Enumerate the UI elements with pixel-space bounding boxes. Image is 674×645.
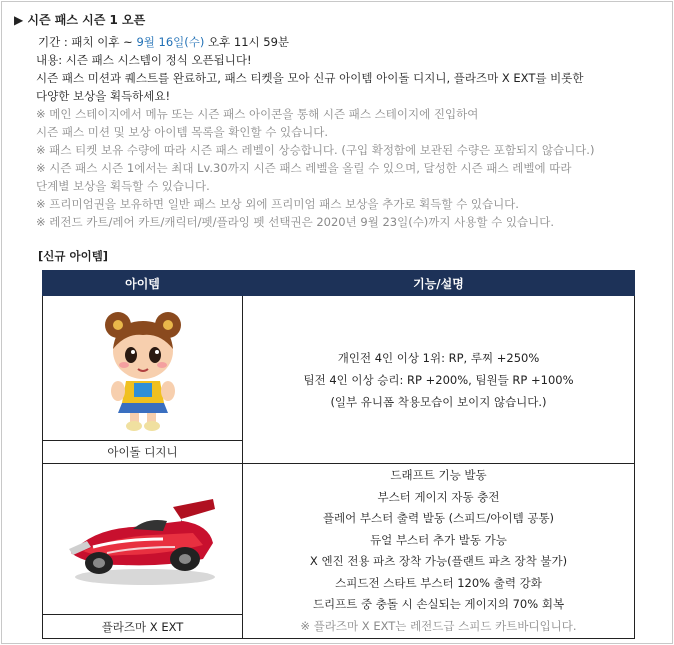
notice-title bbox=[14, 12, 145, 28]
note-line-1: ※ 메인 스테이지에서 메뉴 또는 시즌 패스 아이콘을 통해 시즌 패스 스테이지에 진입하여 bbox=[36, 107, 479, 121]
triangle-bullet-icon: ▶ bbox=[14, 13, 24, 27]
note-line-6: ※ 프리미엄권을 보유하면 일반 패스 보상 외에 프리미엄 패스 보상을 추가로 획득할 수 있습니다. bbox=[36, 197, 519, 211]
desc-line: X 엔진 전용 파츠 장착 가능(플랜트 파츠 장착 불가) bbox=[309, 554, 568, 568]
period-suffix: 오후 11시 59분 bbox=[204, 35, 290, 49]
item-name: 아이돌 디지니 bbox=[43, 441, 243, 464]
period-date: 9월 16일(수) bbox=[136, 35, 205, 49]
desc-line: 개인전 4인 이상 1위: RP, 루찌 +250% bbox=[337, 350, 540, 365]
item-name: 플라즈마 X EXT bbox=[43, 615, 243, 639]
item-image-cell bbox=[43, 464, 243, 615]
table-row bbox=[43, 464, 635, 615]
plasma-x-ext-kart-image bbox=[63, 489, 223, 589]
desc-line: 플레어 부스터 출력 발동 (스피드/아이템 공통) bbox=[322, 511, 555, 525]
desc-line: 듀얼 부스터 추가 발동 가능 bbox=[370, 532, 507, 547]
item-image-cell bbox=[43, 296, 243, 441]
title-text: 시즌 패스 시즌 1 오픈 bbox=[27, 13, 146, 27]
table-header-row bbox=[43, 271, 635, 296]
section-title: [신규 아이템] bbox=[38, 249, 109, 263]
items-table bbox=[42, 270, 635, 639]
content-line-2: 시즌 패스 미션과 퀘스트를 완료하고, 패스 티켓을 모아 신규 아이템 아이돌 디지니, 플라즈마 X EXT를 비롯한 bbox=[36, 71, 584, 85]
desc-line: 팀전 4인 이상 승리: RP +200%, 팀원들 RP +100% bbox=[303, 372, 574, 387]
header-item: 아이템 bbox=[43, 271, 243, 296]
desc-note: ※ 플라즈마 X EXT는 레전드급 스피드 카트바디입니다. bbox=[300, 618, 577, 633]
desc-line: 드래프트 기능 발동 bbox=[390, 468, 487, 482]
desc-line: 부스터 게이지 자동 충전 bbox=[377, 489, 500, 504]
item-desc-cell bbox=[243, 464, 635, 639]
desc-line: 스피드전 스타트 부스터 120% 출력 강화 bbox=[335, 575, 542, 590]
period-prefix: 기간 : 패치 이후 ~ bbox=[38, 35, 137, 49]
content-line-1: 내용: 시즌 패스 시스템이 정식 오픈됩니다! bbox=[36, 53, 252, 67]
idol-dizni-character-image bbox=[88, 303, 198, 433]
table-row bbox=[43, 296, 635, 441]
content-line-3: 다양한 보상을 획득하세요! bbox=[36, 89, 171, 103]
note-line-2: 시즌 패스 미션 및 보상 아이템 목록을 확인할 수 있습니다. bbox=[36, 125, 329, 139]
desc-line: (일부 유니폼 착용모습이 보이지 않습니다.) bbox=[330, 394, 547, 409]
note-line-7: ※ 레전드 카트/레어 카트/캐릭터/펫/플라잉 펫 선택권은 2020년 9월 23일(수)까지 사용할 수 있습니다. bbox=[36, 215, 555, 229]
period-line bbox=[38, 34, 289, 50]
note-line-4: ※ 시즌 패스 시즌 1에서는 최대 Lv.30까지 시즌 패스 레벨을 올릴 수 있으며, 달성한 시즌 패스 레벨에 따라 bbox=[36, 161, 572, 175]
note-line-3: ※ 패스 티켓 보유 수량에 따라 시즌 패스 레벨이 상승합니다. (구입 확정함에 보관된 수량은 포함되지 않습니다.) bbox=[36, 143, 595, 157]
desc-line: 드리프트 중 충돌 시 손실되는 게이지의 70% 회복 bbox=[312, 597, 565, 611]
item-desc-cell bbox=[243, 296, 635, 464]
header-desc: 기능/설명 bbox=[243, 271, 635, 296]
note-line-5: 단계별 보상을 획득할 수 있습니다. bbox=[36, 179, 210, 193]
